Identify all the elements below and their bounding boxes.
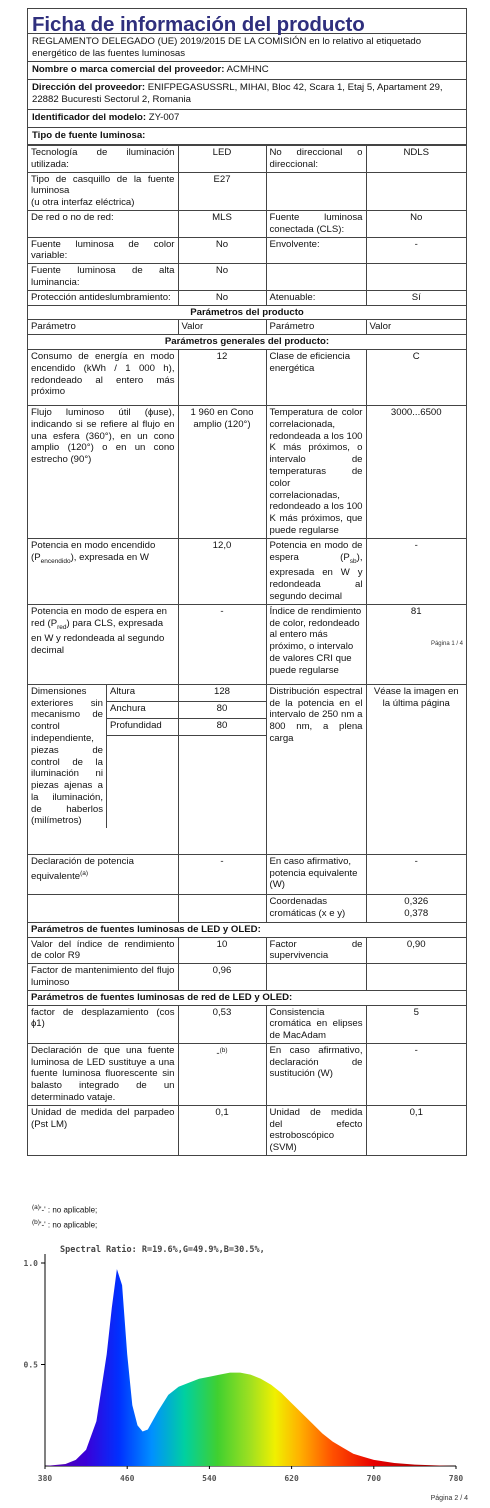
source-row bbox=[28, 237, 466, 264]
source-param-2 bbox=[266, 172, 366, 210]
empty-cell bbox=[178, 894, 266, 922]
source-value-2: Sí bbox=[366, 290, 466, 305]
cri-param: Índice de rendimiento de color, redondeado al entero más próximo, o intervalo de valores CRI que puede regularse bbox=[266, 604, 366, 684]
source-row bbox=[28, 172, 466, 210]
source-value-2 bbox=[366, 264, 466, 291]
standby-value: - bbox=[366, 538, 466, 604]
chromaticity-param: Coordenadas cromáticas (x e y) bbox=[266, 894, 366, 922]
address-value: ENIFPEGASUSSRL, MIHAI, Bloc 42, Scara 1, Etaj 5, Apartament 29, 22882 Bucuresti Sectorul 2, Romania bbox=[32, 82, 443, 105]
energy-row bbox=[28, 349, 466, 405]
power-net-text-a: Potencia en modo de espera en red (P bbox=[31, 605, 168, 629]
source-row bbox=[28, 210, 466, 237]
x-tick-label: 540 bbox=[202, 1474, 217, 1483]
dimension-key: Profundidad bbox=[107, 719, 178, 736]
address-row bbox=[28, 80, 466, 110]
led-net-value-2: 5 bbox=[366, 1005, 466, 1043]
led-value-2 bbox=[366, 964, 466, 991]
power-on-text-b: ), expresada en W bbox=[70, 551, 149, 563]
source-param-1: De red o no de red: bbox=[28, 210, 178, 237]
dimension-key: Anchura bbox=[107, 702, 178, 719]
equivalent-value: - bbox=[178, 854, 266, 894]
source-rows bbox=[28, 146, 466, 306]
led-value-2: 0,90 bbox=[366, 937, 466, 964]
source-value-1: No bbox=[178, 237, 266, 264]
source-param-1: Fuente luminosa de alta luminancia: bbox=[28, 264, 178, 291]
source-param-1: Protección antideslumbramiento: bbox=[28, 290, 178, 305]
x-tick-label: 620 bbox=[284, 1474, 299, 1483]
spectral-chart bbox=[0, 1240, 490, 1492]
standby-text-a: Potencia en modo de espera (P bbox=[269, 539, 363, 563]
dimensions-cell bbox=[28, 684, 178, 854]
led-net-row bbox=[28, 1043, 466, 1105]
power-on-text-a: Potencia en modo encendido (P bbox=[31, 539, 156, 563]
standby-text-b: ), expresada en W y redondeada al segundo decimal bbox=[269, 551, 363, 602]
equivalent-watt-param: En caso afirmativo, potencia equivalente (W) bbox=[266, 854, 366, 894]
standby-param bbox=[266, 538, 366, 604]
efficiency-class-param: Clase de eficiencia energética bbox=[266, 349, 366, 405]
col-header-value-1: Valor bbox=[178, 320, 266, 335]
parameters-table bbox=[28, 145, 466, 1156]
led-net-value-2: - bbox=[366, 1043, 466, 1105]
footnote-mark: (b) bbox=[32, 1219, 40, 1226]
source-row bbox=[28, 290, 466, 305]
standby-subscript: sb bbox=[349, 557, 357, 565]
source-value-1: No bbox=[178, 290, 266, 305]
led-net-value-1: -$^{(b)}$ bbox=[178, 1043, 266, 1105]
chart-plot bbox=[24, 1244, 464, 1483]
source-value-2: - bbox=[366, 237, 466, 264]
led-net-param-2: En caso afirmativo, declaración de sustitución (W) bbox=[266, 1043, 366, 1105]
led-heading: Parámetros de fuentes luminosas de LED y OLED: bbox=[28, 922, 466, 937]
source-param-2: Fuente luminosa conectada (CLS): bbox=[266, 210, 366, 237]
product-info-sheet bbox=[27, 8, 467, 1156]
dimension-key: Altura bbox=[107, 685, 178, 702]
led-row bbox=[28, 964, 466, 991]
cri-value: 81 bbox=[410, 605, 422, 617]
led-net-row bbox=[28, 1005, 466, 1043]
chromaticity-y: 0,378 bbox=[404, 907, 429, 919]
y-tick-label: 1.0 bbox=[23, 1259, 38, 1268]
supplier-value: ACMHNC bbox=[226, 64, 269, 75]
general-heading: Parámetros generales del producto: bbox=[28, 335, 466, 350]
energy-param: Consumo de energía en modo encendido (kWh / 1 000 h), redondeado al entero más próximo bbox=[28, 349, 178, 405]
source-value-1: LED bbox=[178, 146, 266, 173]
source-value-1: No bbox=[178, 264, 266, 291]
led-net-param-1: Declaración de que una fuente luminosa de LED sustituye a una fuente luminosa fluorescente sin balasto integrado de un determinado vataje. bbox=[28, 1043, 178, 1105]
led-net-param-2: Unidad de medida del efecto estroboscópico (SVM) bbox=[266, 1105, 366, 1155]
led-net-param-2: Consistencia cromática en elipses de MacAdam bbox=[266, 1005, 366, 1043]
power-on-subscript: encendido bbox=[40, 557, 71, 565]
y-tick-label: 0.5 bbox=[23, 1360, 38, 1370]
footnote-mark: (a) bbox=[32, 1204, 40, 1211]
led-value-1: 0,96 bbox=[178, 964, 266, 991]
source-value-1: E27 bbox=[178, 172, 266, 210]
dimension-keys bbox=[107, 685, 178, 829]
dimension-values bbox=[178, 684, 266, 854]
x-tick-label: 380 bbox=[37, 1474, 53, 1483]
x-tick-label: 460 bbox=[119, 1474, 135, 1483]
equivalent-param bbox=[28, 854, 178, 894]
source-type-heading: Tipo de fuente luminosa: bbox=[28, 128, 466, 145]
col-header-param-2: Parámetro bbox=[266, 320, 366, 335]
chromaticity-row bbox=[28, 894, 466, 922]
model-row bbox=[28, 110, 466, 128]
power-net-row bbox=[28, 604, 466, 684]
value-footnote: (b) bbox=[219, 1046, 228, 1054]
chromaticity-x: 0,326 bbox=[404, 895, 429, 907]
equivalent-text: Declaración de potencia equivalente bbox=[31, 855, 134, 882]
params-heading: Parámetros del producto bbox=[28, 305, 466, 320]
source-value-2 bbox=[366, 172, 466, 210]
flux-value: 1 960 en Cono amplio (120°) bbox=[178, 405, 266, 538]
column-header-row bbox=[28, 320, 466, 335]
source-param-2 bbox=[266, 264, 366, 291]
footnote bbox=[32, 1219, 97, 1230]
led-param-2: Factor de supervivencia bbox=[266, 937, 366, 964]
power-on-row bbox=[28, 538, 466, 604]
model-value: ZY-007 bbox=[148, 112, 180, 123]
flux-param: Flujo luminoso útil (ɸuse), indicando si se refiere al flujo en una esfera (360°), en un cono amplio (120°) o en un cono estrecho (90°) bbox=[28, 405, 178, 538]
led-net-value-1: 0,53 bbox=[178, 1005, 266, 1043]
led-param-2 bbox=[266, 964, 366, 991]
spd-param: Distribución espectral de la potencia en el intervalo de 250 nm a 800 nm, a plena carga bbox=[266, 684, 366, 854]
led-row bbox=[28, 937, 466, 964]
dimensions-param: Dimensiones exteriores sin mecanismo de control independiente, piezas de control de la iluminación ni piezas ajenas a la iluminación, de haberlos (milímetros) bbox=[28, 685, 107, 829]
equivalent-power-row bbox=[28, 854, 466, 894]
source-row bbox=[28, 146, 466, 173]
dimensions-row bbox=[28, 684, 466, 854]
source-param-1: Tipo de casquillo de la fuente luminosa (u otra interfaz eléctrica) bbox=[28, 172, 178, 210]
col-header-param-1: Parámetro bbox=[28, 320, 178, 335]
source-param-1: Fuente luminosa de color variable: bbox=[28, 237, 178, 264]
cct-param: Temperatura de color correlacionada, redondeada a los 100 K más próximos, o intervalo de temperaturas de color correlacionadas, redondeado a los 100 K más próximos, que puede regularse bbox=[266, 405, 366, 538]
source-param-2: Atenuable: bbox=[266, 290, 366, 305]
spd-value: Véase la imagen en la última página bbox=[366, 684, 466, 854]
led-net-row bbox=[28, 1105, 466, 1155]
source-row bbox=[28, 264, 466, 291]
chart-title: Spectral Ratio: R=19.6%,G=49.9%,B=30.5%, bbox=[60, 1245, 265, 1255]
led-net-param-1: Unidad de medida del parpadeo (Pst LM) bbox=[28, 1105, 178, 1155]
led-rows bbox=[28, 937, 466, 990]
source-value-2: No bbox=[366, 210, 466, 237]
x-tick-label: 700 bbox=[366, 1474, 382, 1483]
power-on-param bbox=[28, 538, 178, 604]
address-label: Dirección del proveedor: bbox=[32, 82, 146, 93]
empty-cell bbox=[28, 894, 178, 922]
dimension-value: 128 bbox=[179, 685, 266, 702]
supplier-label: Nombre o marca comercial del proveedor: bbox=[32, 64, 225, 75]
power-net-subscript: red bbox=[57, 623, 67, 631]
footnote-text: '-' : no aplicable; bbox=[39, 1205, 98, 1215]
power-net-text-b: ) para CLS, expresada en W y redondeada al segundo decimal bbox=[31, 617, 165, 657]
source-param-1: Tecnología de iluminación utilizada: bbox=[28, 146, 178, 173]
dimension-value: 80 bbox=[179, 702, 266, 719]
supplier-row bbox=[28, 62, 466, 80]
led-param-1: Valor del índice de rendimiento de color R9 bbox=[28, 937, 178, 964]
power-on-value: 12,0 bbox=[178, 538, 266, 604]
model-label: Identificador del modelo: bbox=[32, 112, 147, 123]
page-title: Ficha de información del producto bbox=[28, 9, 466, 34]
col-header-value-2: Valor bbox=[366, 320, 466, 335]
source-value-1: MLS bbox=[178, 210, 266, 237]
source-param-2: No direccional o direccional: bbox=[266, 146, 366, 173]
energy-value: 12 bbox=[178, 349, 266, 405]
x-tick-label: 780 bbox=[448, 1474, 464, 1483]
power-net-value: - bbox=[178, 604, 266, 684]
equivalent-watt-value: - bbox=[366, 854, 466, 894]
led-net-value-1: 0,1 bbox=[178, 1105, 266, 1155]
spectrum-area bbox=[45, 1269, 456, 1466]
footnote-text: '-' : no aplicable; bbox=[39, 1220, 98, 1230]
page-number-2: Página 2 / 4 bbox=[430, 1495, 468, 1502]
equivalent-footnote: (a) bbox=[80, 869, 89, 877]
source-param-2: Envolvente: bbox=[266, 237, 366, 264]
cri-value-cell bbox=[366, 604, 466, 684]
power-net-param bbox=[28, 604, 178, 684]
dimension-value: 80 bbox=[179, 719, 266, 736]
led-net-heading: Parámetros de fuentes luminosas de red de LED y OLED: bbox=[28, 990, 466, 1005]
efficiency-class-value: C bbox=[366, 349, 466, 405]
regulation-text: REGLAMENTO DELEGADO (UE) 2019/2015 DE LA COMISIÓN en lo relativo al etiquetado energético de las fuentes luminosas bbox=[28, 34, 466, 62]
led-net-param-1: factor de desplazamiento (cos ɸ1) bbox=[28, 1005, 178, 1043]
source-value-2: NDLS bbox=[366, 146, 466, 173]
led-net-rows bbox=[28, 1005, 466, 1156]
led-net-value-2: 0,1 bbox=[366, 1105, 466, 1155]
cct-value: 3000...6500 bbox=[366, 405, 466, 538]
page-number-1: Página 1 / 4 bbox=[430, 640, 463, 647]
led-value-1: 10 bbox=[178, 937, 266, 964]
led-param-1: Factor de mantenimiento del flujo luminoso bbox=[28, 964, 178, 991]
flux-row bbox=[28, 405, 466, 538]
chromaticity-value bbox=[366, 894, 466, 922]
footnote bbox=[32, 1204, 97, 1215]
